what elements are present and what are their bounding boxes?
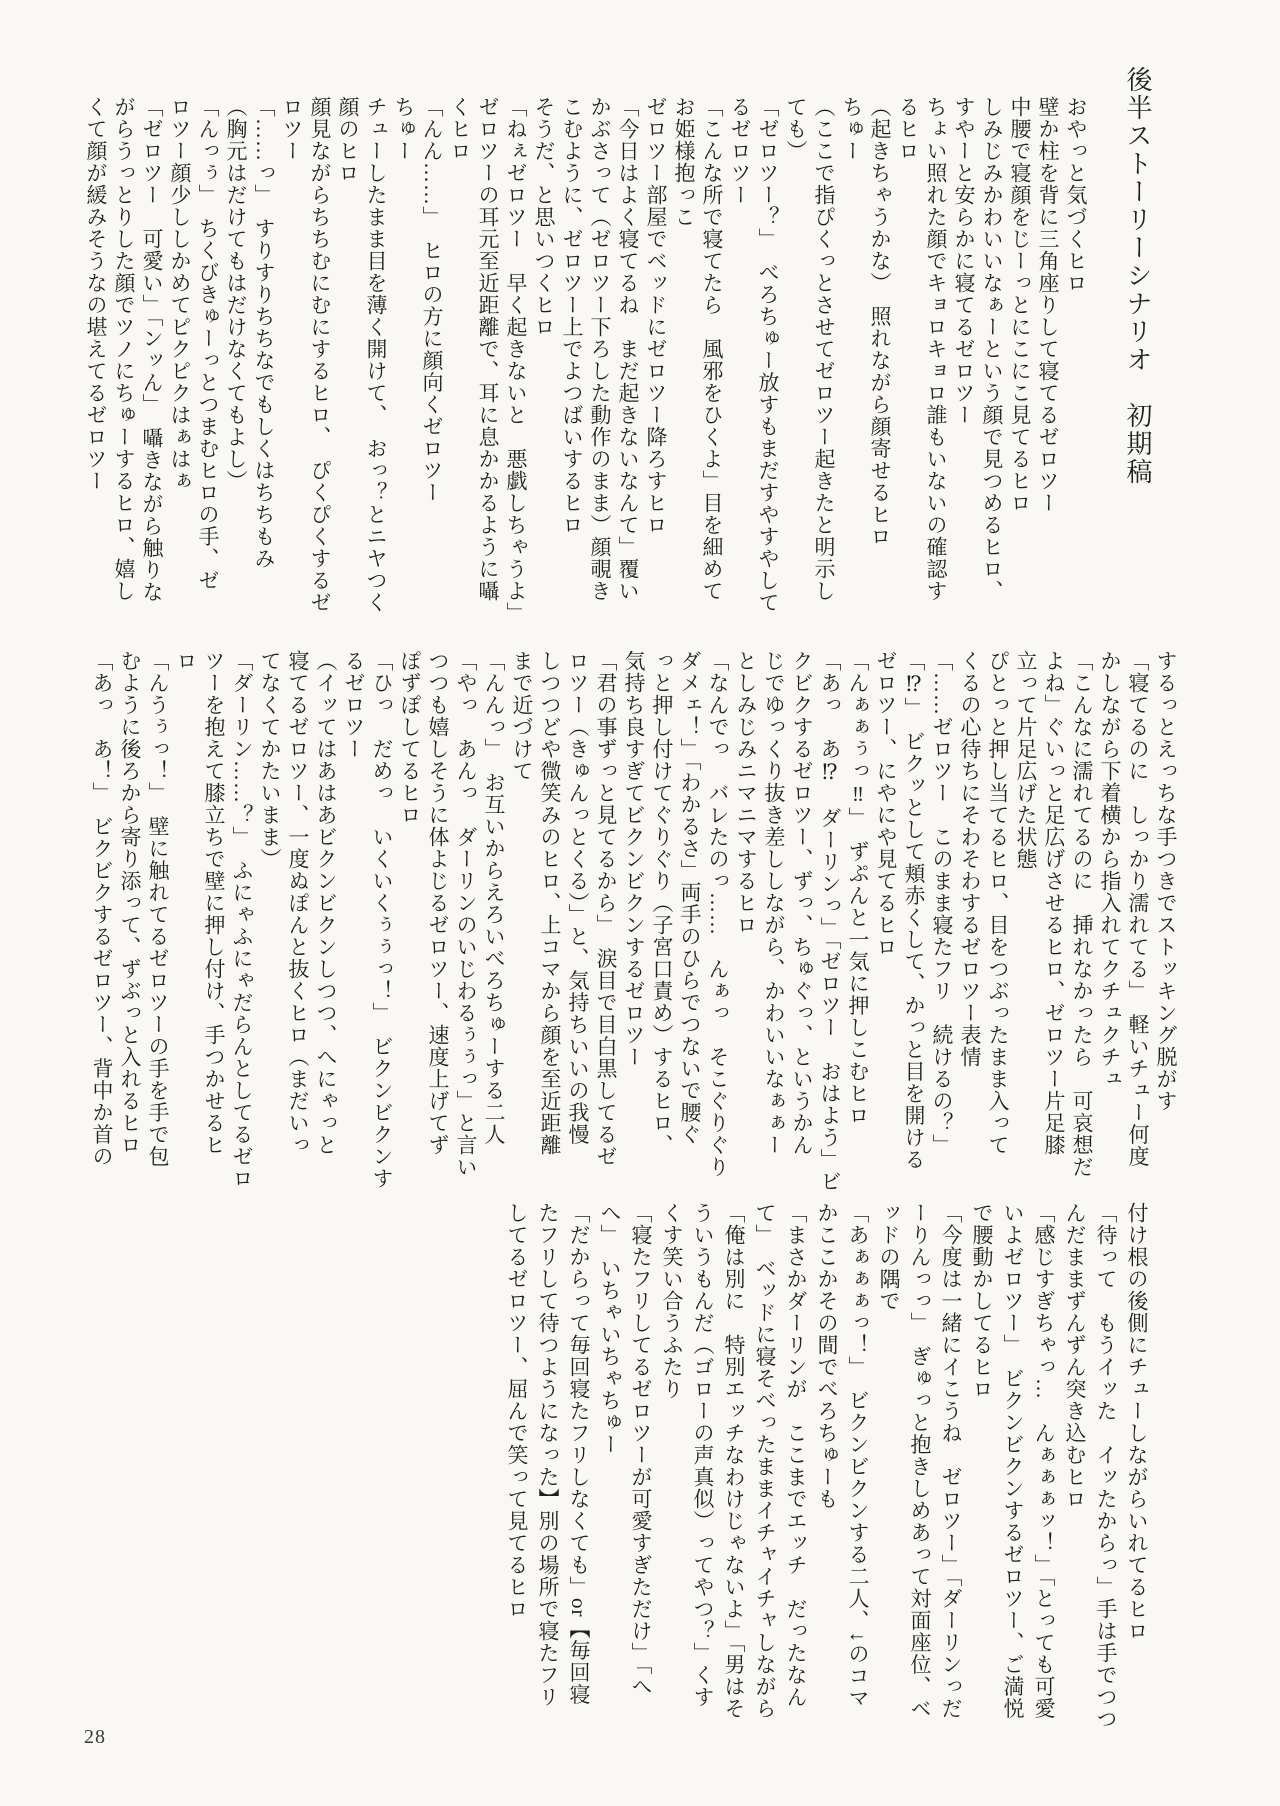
script-column: むように後ろから寄り添って、ずぶっと入れるヒロ [118,650,142,1156]
script-column: ロツー顔少ししかめてピクピクはぁはぁ [168,96,192,492]
script-column: としみじみニマニマするヒロ [734,650,758,936]
script-column: しつつどや微笑みのヒロ、上コマから顔を至近距離 [538,650,562,1156]
script-column: 寝てるゼロツー、一度ぬぽんと抜くヒロ（まだいっ [286,650,310,1156]
script-column: 「寝たフリしてるゼロツーが可愛すぎただけ」「へ [629,1202,653,1698]
script-column: 顔のヒロ [336,96,360,184]
script-column: ちゅー [840,96,864,162]
script-column: 「んん……」 ヒロの方に顔向くゼロツー [420,96,444,504]
script-column: 「ダーリン……？」 ふにゃふにゃだらんとしてるゼロ [230,650,254,1190]
story-section-top [82,96,1090,628]
script-column: つつも嬉しそうに体よじるゼロツー、速度上げてず [426,650,450,1156]
script-column: こむように、ゼロツー上でよつばいするヒロ [560,96,584,536]
script-column: ーりんっっ」 ぎゅっと抱きしめあって対面座位、ベ [908,1202,932,1720]
script-column: っと押し付けてぐりぐり（子宮口責め）するヒロ、 [650,650,674,1156]
script-column: 「だからって毎回寝たフリしなくても」or【毎回寝 [567,1202,591,1706]
script-column: そうだ、と思いつくヒロ [532,96,556,338]
script-column: 「……ゼロツー このまま寝たフリ 続けるの？」 [930,650,954,1156]
script-column: 「……っ」 すりすりちちなでもしくはちちもみ [252,96,276,570]
script-column: ロ [174,650,198,672]
script-column: 「ゼロツー？」 べろちゅー放すもまだすやすやして [756,96,780,614]
script-column: 立って片足広げた状態 [1014,650,1038,870]
script-column: かしながら下着横から指入れてクチュクチュ [1098,650,1122,1090]
script-column: 顔見ながらちちむにむにするヒロ、 ぴくぴくするゼ [308,96,332,614]
script-column: 「んうぅっ！」 壁に触れてるゼロツーの手を手で包 [146,650,170,1168]
script-column: しみじみかわいいなぁーという顔で見つめるヒロ、 [980,96,1004,602]
script-column: 「んっぅ」 ちくびきゅーっとつまむヒロの手、ゼ [196,96,220,592]
script-column: くヒロ [448,96,472,162]
script-column: ロツー（きゅんっとくる）」と、気持ちいいの我慢 [566,650,590,1146]
script-column: くす笑い合うふたり [660,1202,684,1400]
script-column: してるゼロツー、屈んで笑って見てるヒロ [505,1202,529,1620]
script-column: 「あっ あ⁉ ダーリンっ」「ゼロツー おはよう」ビ [818,650,842,1193]
script-column: いよゼロツー」 ビクンビクンするゼロツー、ご満悦 [1001,1202,1025,1720]
script-column: るヒロ [896,96,920,162]
script-column: ちょい照れた顔でキョロキョロ誰もいないの確認す [924,96,948,602]
script-column: （イッてはあはあビクンビクンしつつ、へにゃっと [314,650,338,1156]
script-column: 「感じすぎちゃっ… んぁぁぁッ！」「とっても可愛 [1032,1202,1056,1720]
script-column: すやーと安らかに寝てるゼロツー [952,96,976,426]
script-column: ういうもんだ（ゴローの声真似）ってやつ？」くす [691,1202,715,1708]
script-column: 「なんでっ バレたのっ…… んぁっ そこぐりぐり [706,650,730,1178]
script-column: 「⁉」 ビクッとして頬赤くして、かっと目を開ける [902,650,926,1171]
page-number: 28 [84,1726,106,1748]
script-column: くて顔が緩みそうなの堪えてるゼロツー [84,96,108,492]
script-column: ぽずぽしてるヒロ [398,650,422,826]
script-column: まで近づけて [510,650,534,782]
script-column: で腰動かしてるヒロ [970,1202,994,1400]
script-column: よね」ぐいっと足広げさせるヒロ、ゼロツー片足膝 [1042,650,1066,1156]
script-column: 「ゼロツー 可愛い」「ンッん」 囁きながら触りな [140,96,164,603]
script-column: くるの心待ちにそわそわするゼロツー表情 [958,650,982,1068]
script-column: て」 ベッドに寝そべったままイチャイチャしながら [753,1202,777,1720]
script-column: ぴとっと押し当てるヒロ、目をつぶったまま入って [986,650,1010,1156]
script-column: ちゅー [392,96,416,162]
script-column: （起きちゃうかな） 照れながら顔寄せるヒロ [868,96,892,548]
script-column: ても） [784,96,808,162]
script-column: るゼロツー [342,650,366,760]
script-column: じでゆっくり抜き差ししながら、かわいいなぁぁー [762,650,786,1156]
script-column: 「あっ あ！」 ビクビクするゼロツー、背中か首の [90,650,114,1168]
script-column: たフリして待つようになった】別の場所で寝たフリ [536,1202,560,1708]
script-column: ダメェ！」「わかるさ」両手のひらでつないで腰ぐ [678,650,702,1146]
script-column: ッドの隅で [877,1202,901,1312]
script-column: 「こんなに濡れてるのに 挿れなかったら 可哀想だ [1070,650,1094,1178]
script-column: チューしたまま目を薄く開けて、 おっ？とニヤつく [364,96,388,614]
script-column: お姫様抱っこ [672,96,696,228]
script-column: ツーを抱えて膝立ちで壁に押し付け、手つかせるヒ [202,650,226,1156]
script-column: かぶさって（ゼロツー下ろした動作のまま）顔覗き [588,96,612,602]
script-column: ロツー [280,96,304,162]
script-column: 「んぁぁぅっ‼」 ずぷんと一気に押しこむヒロ [846,650,870,1127]
script-column: へ」 いちゃいちゃちゅー [598,1202,622,1456]
script-column: ゼロツー部屋でベッドにゼロツー降ろすヒロ [644,96,668,536]
script-column: 「俺は別に 特別エッチなわけじゃないよ」「男はそ [722,1202,746,1720]
script-column: 中腰で寝顔をじーっとにこにこ見てるヒロ [1008,96,1032,514]
script-column: 「やっ あんっ ダーリンのいじわるぅぅっ」と言い [454,650,478,1178]
story-section-bottom [501,1202,1152,1736]
script-column: 「まさかダーリンが ここまでエッチ だったなん [784,1202,808,1708]
script-column: おやっと気づくヒロ [1064,96,1088,294]
script-column: 「ひっ だめっ いくいくぅぅっ！」 ビクンビクンす [370,650,394,1190]
page-title: 後半ストーリーシナリオ 初期稿 [1123,66,1152,486]
script-column: （ここで指ぴくっとさせてゼロツー起きたと明示し [812,96,836,602]
script-column: 「君の事ずっと見てるから」 涙目で目白黒してるゼ [594,650,618,1168]
script-column: 「んんっ」 お互いからえろいべろちゅーする二人 [482,650,506,1146]
script-column: 「寝てるのに しっかり濡れてる」 軽いチュー何度 [1126,650,1150,1168]
script-column: 「今度は一緒にイこうね ゼロツー」「ダーリンっだ [939,1202,963,1720]
script-column: （胸元はだけてもはだけなくてもよし） [224,96,248,492]
script-column: 「待って もうイッた イッたからっ」手は手でつつ [1094,1202,1118,1730]
story-section-middle [88,650,1180,1208]
script-column: ゼロツーの耳元至近距離で、耳に息かかるように囁 [476,96,500,602]
script-column: てなくてかたいまま） [258,650,282,870]
script-column: 壁か柱を背に三角座りして寝てるゼロツー [1036,96,1060,514]
script-column: クビクするゼロツー、ずっ、ちゅぐっ、というかん [790,650,814,1156]
script-column: んだままずんずん突き込むヒロ [1063,1202,1087,1510]
script-column: するっとえっちな手つきでストッキング脱がす [1154,650,1178,1112]
script-column: かここかその間でべろちゅーも [815,1202,839,1510]
script-column: がらうっとりした顔でツノにちゅーするヒロ、嬉し [112,96,136,602]
script-column: 「今日はよく寝てるね まだ起きないなんて」覆い [616,96,640,602]
script-column: ゼロツー、にやにや見てるヒロ [874,650,898,958]
script-column: 「あぁぁぁっ！」 ビクンビクンする二人、↓のコマ [846,1202,870,1709]
script-column: 付け根の後側にチューしながらいれてるヒロ [1125,1202,1149,1642]
script-column: るゼロツー [728,96,752,206]
script-column: 気持ち良すぎてビクンビクンするゼロツー [622,650,646,1068]
script-column: 「ねぇゼロツー 早く起きないと 悪戯しちゃうよ」 [504,96,528,624]
script-column: 「こんな所で寝てたら 風邪をひくよ」目を細めて [700,96,724,602]
